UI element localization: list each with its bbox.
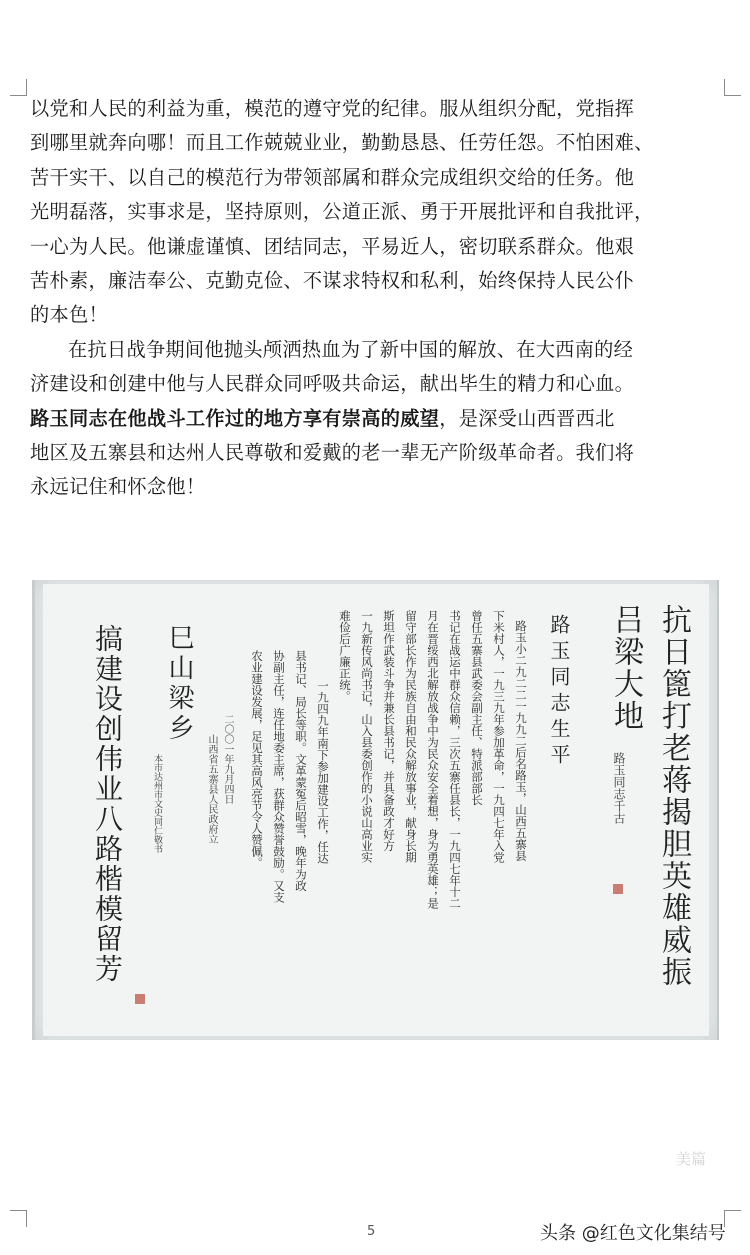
text-line: 的本色！ (30, 303, 108, 327)
calligraphy-scroll (43, 584, 709, 1036)
crop-mark-bottom-right (724, 1210, 741, 1227)
text-line: 一心为人民。他谦虚谨慎、团结同志，平易近人，密切联系群众。他艰 (30, 234, 635, 258)
calligraphy-date-1: 二〇〇一年九月四日 (222, 714, 233, 804)
paragraph-3 (30, 402, 730, 505)
text-line: 苦朴素，廉洁奉公、克勤克俭、不谋求特权和私利，始终保持人民公仆 (30, 269, 635, 293)
calligraphy-body-column: 县书记、局长等职。文革蒙冤后昭雪，晚年为政 (294, 650, 308, 892)
paragraph-1 (30, 92, 730, 333)
calligraphy-date-2: 山西省五寨县人民政府立 (206, 734, 217, 844)
calligraphy-body-column: 斯坦作武装斗争并兼长县书记，并具备政才好方 (382, 610, 396, 852)
calligraphy-body-column: 书记在战运中群众信赖，三次五寨任县长，一九四七年十二 (448, 610, 462, 909)
text-line: 以党和人民的利益为重，模范的遵守党的纪律。服从组织分配，党指挥 (30, 97, 635, 120)
calligraphy-left-small-signature: 本市达州市文史同仁敬书 (152, 754, 162, 853)
calligraphy-body-column: 路玉小二九二二一九九二后名路玉，山西五寨县 (514, 620, 528, 862)
calligraphy-center-title: 路玉同志生平 (547, 614, 571, 770)
text-line: 光明磊落，实事求是，坚持原则，公道正派、勇于开展批评和自我批评， (30, 200, 654, 224)
crop-mark-bottom-left (10, 1210, 27, 1227)
page-number: 5 (367, 1224, 376, 1239)
calligraphy-right-signature: 路玉同志千古 (612, 752, 626, 824)
calligraphy-body-column: 一九四九年南下参加建设工作，任达 (316, 680, 330, 864)
seal-stamp (613, 884, 623, 894)
calligraphy-title-right-1: 抗日篦打老蒋揭胆英雄威振 (656, 604, 691, 988)
calligraphy-body-column: 曾任五寨县武委会副主任、特派部部长 (470, 610, 484, 806)
calligraphy-body-column: 农业建设发展，足见其高风亮节令人赞佩。 (250, 650, 264, 869)
text-line: 在抗日战争期间他抛头颅洒热血为了新中国的解放、在大西南的经 (68, 337, 634, 361)
text-line: 地区及五寨县和达州人民尊敬和爱戴的老一辈无产阶级革命者。我们将 (30, 441, 635, 465)
seal-stamp (135, 994, 145, 1004)
calligraphy-body-column: 月在晋绥西北解放战争中为民众安全着想，身为勇英雄；是 (426, 610, 440, 909)
calligraphy-body-column: 留守部长作为民族自由和民众解放事业，献身长期 (404, 610, 418, 863)
calligraphy-title-right-2: 吕梁大地 (608, 604, 643, 732)
source-credit: 头条 @红色文化集结号 (540, 1223, 726, 1244)
text-line: 永远记住和怀念他！ (30, 475, 206, 499)
crop-mark-top-left (10, 79, 27, 96)
watermark-text: 美篇 (676, 1150, 707, 1168)
calligraphy-body-column: 一九新传风尚书记，山入县委创作的小说山高业实 (360, 610, 374, 863)
document-body (30, 92, 730, 505)
text-line: 到哪里就奔向哪！而且工作兢兢业业，勤勤恳恳、任劳任怨。不怕困难、 (30, 131, 654, 155)
calligraphy-body-column: 协副主任，连任地委主席，获群众赞誉鼓励。又支 (272, 650, 286, 903)
text-line: ，是深受山西晋西北 (439, 406, 615, 430)
calligraphy-title-left-1: 巳山梁乡 (164, 624, 194, 744)
calligraphy-photo (32, 580, 719, 1040)
calligraphy-title-left-2: 搞建设创伟业八路楷模留芳 (91, 624, 124, 984)
text-line: 苦干实干、以自己的模范行为带领部属和群众完成组织交给的任务。他 (30, 165, 635, 189)
text-line: 济建设和创建中他与人民群众同呼吸共命运，献出毕生的精力和心血。 (30, 372, 635, 396)
bold-highlight: 路玉同志在他战斗工作过的地方享有崇高的威望 (30, 406, 440, 430)
calligraphy-body-column: 难俭后广廉正统。 (338, 610, 352, 702)
calligraphy-body-column: 下米村人，一九三九年参加革命，一九四七年入党 (492, 610, 506, 863)
paragraph-2 (30, 333, 730, 402)
